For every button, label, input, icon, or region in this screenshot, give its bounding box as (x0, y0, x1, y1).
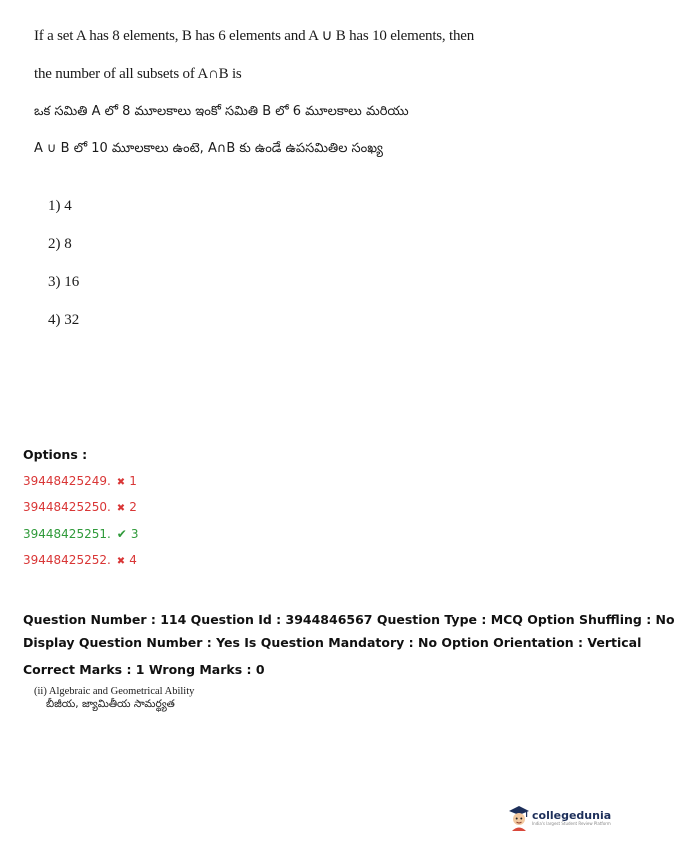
section-title-te: బీజీయ, జ్యామితీయ సామర్థ్యత (46, 698, 175, 710)
choice-1: 1) 4 (48, 198, 72, 214)
cross-icon: ✖ (116, 556, 126, 567)
graduate-mascot-icon (508, 805, 530, 831)
question-meta-line3: Correct Marks : 1 Wrong Marks : 0 (23, 662, 265, 677)
choice-2: 2) 8 (48, 236, 72, 252)
option-row-4 (23, 553, 137, 567)
check-icon: ✔ (116, 527, 127, 541)
question-text-en-line2: the number of all subsets of A∩B is (34, 66, 242, 82)
question-meta-line1: Question Number : 114 Question Id : 3944846567 Question Type : MCQ Option Shuffling : No (23, 612, 675, 627)
section-title-en: (ii) Algebraic and Geometrical Ability (34, 686, 195, 697)
choice-4: 4) 32 (48, 312, 80, 328)
collegedunia-logo (508, 805, 611, 831)
option-label: 2 (129, 500, 137, 514)
cross-icon: ✖ (116, 503, 126, 514)
logo-tagline: India's largest Student Review Platform (532, 821, 611, 826)
question-text-en-line1: If a set A has 8 elements, B has 6 elements and A ∪ B has 10 elements, then (34, 28, 475, 44)
option-label: 4 (129, 553, 137, 567)
option-row-3 (23, 527, 139, 541)
option-id: 39448425251. (23, 527, 111, 541)
choice-3: 3) 16 (48, 274, 80, 290)
option-id: 39448425250. (23, 500, 111, 514)
question-text-te-line1: ఒక సమితి A లో 8 మూలకాలు ఇంకో సమితి B లో 6 మూలకాలు మరియు (34, 104, 409, 119)
option-label: 1 (129, 474, 137, 488)
option-id: 39448425249. (23, 474, 111, 488)
cross-icon: ✖ (116, 477, 126, 488)
logo-wordmark: collegedunia (532, 809, 612, 822)
option-row-1 (23, 474, 137, 488)
question-text-te-line2: A ∪ B లో 10 మూలకాలు ఉంటె, A∩B కు ఉండే ఉపసమితిల సంఖ్య (34, 141, 383, 156)
option-row-2 (23, 500, 137, 514)
question-meta-line2: Display Question Number : Yes Is Question Mandatory : No Option Orientation : Vertical (23, 635, 642, 650)
option-id: 39448425252. (23, 553, 111, 567)
options-heading: Options : (23, 447, 88, 462)
option-label: 3 (130, 527, 139, 541)
